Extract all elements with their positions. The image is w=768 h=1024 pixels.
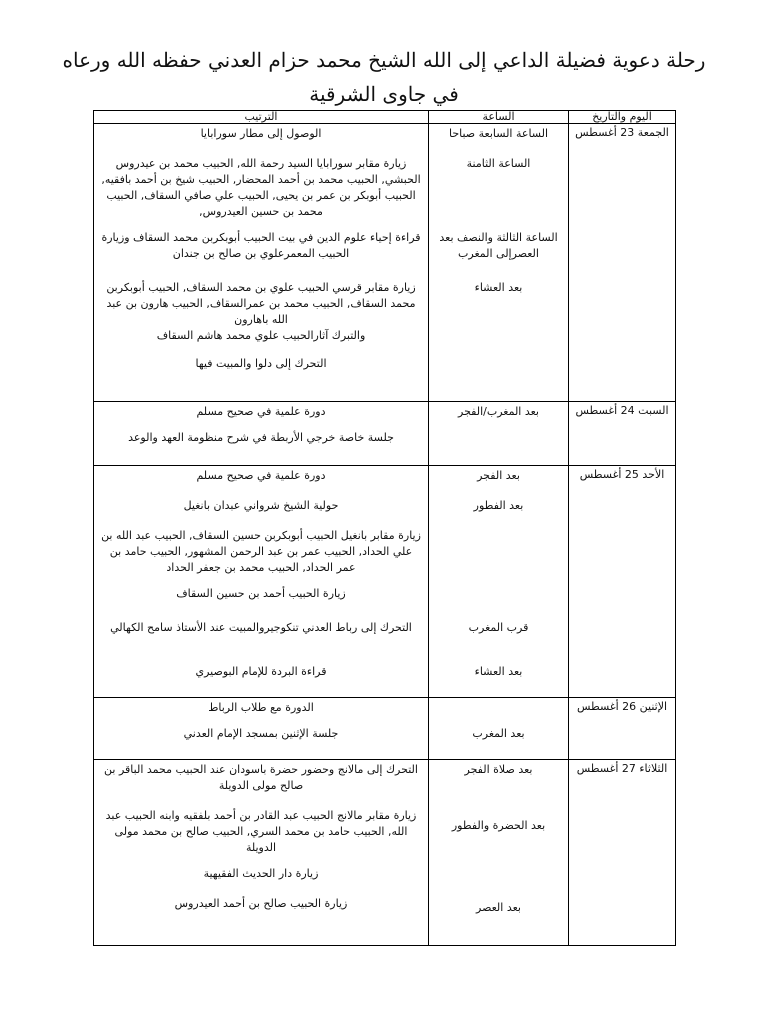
program-entry: الوصول إلى مطار سورابايا [200, 127, 322, 140]
program-cell [94, 124, 429, 402]
header-time: الساعة [429, 111, 569, 124]
program-entry: دورة علمية في صحيح مسلم [196, 405, 326, 418]
program-entry: زيارة مقابر قرسي الحبيب علوي بن محمد السقاف, الحبيب أبوبكربن محمد السقاف, الحبيب محمد بن عمرالسقاف, الحبيب هارون بن عبد الله باهارون [106, 281, 416, 326]
document-title-line-1: رحلة دعوية فضيلة الداعي إلى الله الشيخ محمد حزام العدني حفظه الله ورعاه [62, 48, 706, 72]
program-entry: الدورة مع طلاب الرباط [208, 701, 314, 714]
program-entry: زيارة دار الحديث الفقيهية [203, 867, 319, 880]
program-entry: زيارة مقابر بانغيل الحبيب أبوبكربن حسين السقاف, الحبيب عبد الله بن علي الحداد, الحبيب عمر بن عبد الرحمن المشهور, الحبيب حامد بن عمر الحداد, الحبيب محمد بن جعفر الحداد [101, 529, 421, 574]
time-cell [429, 698, 569, 760]
table-row [94, 760, 676, 946]
table-row [94, 402, 676, 466]
program-entry: زيارة مقابر مالانج الحبيب عبد القادر بن أحمد بلفقيه وابنه الحبيب عبد الله, الحبيب حامد بن محمد السري, الحبيب صالح بن محمد مولى الدويلة [105, 809, 417, 854]
program-entry: التحرك إلى رباط العدني تنكوجيروالمبيت عند الأستاذ سامح الكهالي [110, 621, 412, 634]
time-cell [429, 402, 569, 466]
day-cell: الأحد 25 أغسطس [569, 466, 676, 698]
time-entry: الساعة الثالثة والنصف بعد العصرإلى المغرب [439, 231, 558, 260]
time-entry: بعد الفطور [473, 499, 524, 512]
program-cell [94, 402, 429, 466]
program-entry: جلسة خاصة خرجي الأربطة في شرح منظومة العهد والوعد [128, 431, 394, 444]
program-cell [94, 760, 429, 946]
schedule-table [93, 110, 676, 946]
program-entry: حولية الشيخ شرواني عبدان بانغيل [183, 499, 339, 512]
program-entry: جلسة الإثنين بمسجد الإمام العدني [183, 727, 339, 740]
time-cell [429, 466, 569, 698]
time-cell [429, 124, 569, 402]
header-day: اليوم والتاريخ [569, 111, 676, 124]
time-entry: بعد صلاة الفجر [464, 763, 533, 776]
time-entry: الساعة السابعة صباحا [448, 127, 549, 140]
program-entry: التحرك إلى مالانج وحضور حضرة باسودان عند الحبيب محمد الباقر بن صالح مولى الدويلة [104, 763, 418, 792]
program-entry: زيارة الحبيب أحمد بن حسين السقاف [176, 587, 346, 600]
day-cell: الثلاثاء 27 أغسطس [569, 760, 676, 946]
time-entry: قرب المغرب [468, 621, 529, 634]
time-entry: بعد العشاء [474, 665, 523, 678]
time-entry: بعد الحضرة والفطور [451, 819, 546, 832]
time-entry: بعد العصر [476, 901, 521, 914]
program-entry: والتبرك آثارالحبيب علوي محمد هاشم السقاف [156, 329, 366, 342]
program-entry: زيارة مقابر سورابايا السيد رحمة الله, الحبيب محمد بن عيدروس الحبشي, الحبيب محمد بن أحمد المحضار, الحبيب شيخ بن أحمد بافقيه, الحبيب أبوبكر بن عمر بن يحيى, الحبيب علي صافي السقاف, الحبيب محمد بن حسين العيدروس, [101, 157, 421, 218]
time-entry: الساعة الثامنة [466, 157, 531, 170]
program-entry: زيارة الحبيب صالح بن أحمد العيدروس [174, 897, 348, 910]
time-entry: بعد العشاء [474, 281, 523, 294]
table-row [94, 466, 676, 698]
program-entry: قراءة إحياء علوم الدين في بيت الحبيب أبوبكربن محمد السقاف وزيارة الحبيب المعمرعلوي بن صالح بن جندان [101, 231, 421, 260]
time-entry: بعد المغرب [472, 727, 525, 740]
day-cell: السبت 24 أغسطس [569, 402, 676, 466]
program-entry: التحرك إلى دلوا والمبيت فيها [195, 357, 327, 370]
table-row [94, 698, 676, 760]
program-entry: قراءة البردة للإمام البوصيري [195, 665, 327, 678]
day-cell: الإثنين 26 أغسطس [569, 698, 676, 760]
day-cell: الجمعة 23 أغسطس [569, 124, 676, 402]
header-program: الترتيب [94, 111, 429, 124]
time-cell [429, 760, 569, 946]
table-row [94, 124, 676, 402]
table-header-row [94, 111, 676, 124]
time-entry: بعد المغرب/الفجر [458, 405, 539, 418]
program-entry: دورة علمية في صحيح مسلم [196, 469, 326, 482]
document-title-line-2: في جاوى الشرقية [309, 82, 459, 106]
time-entry: بعد الفجر [477, 469, 520, 482]
program-cell [94, 698, 429, 760]
program-cell [94, 466, 429, 698]
